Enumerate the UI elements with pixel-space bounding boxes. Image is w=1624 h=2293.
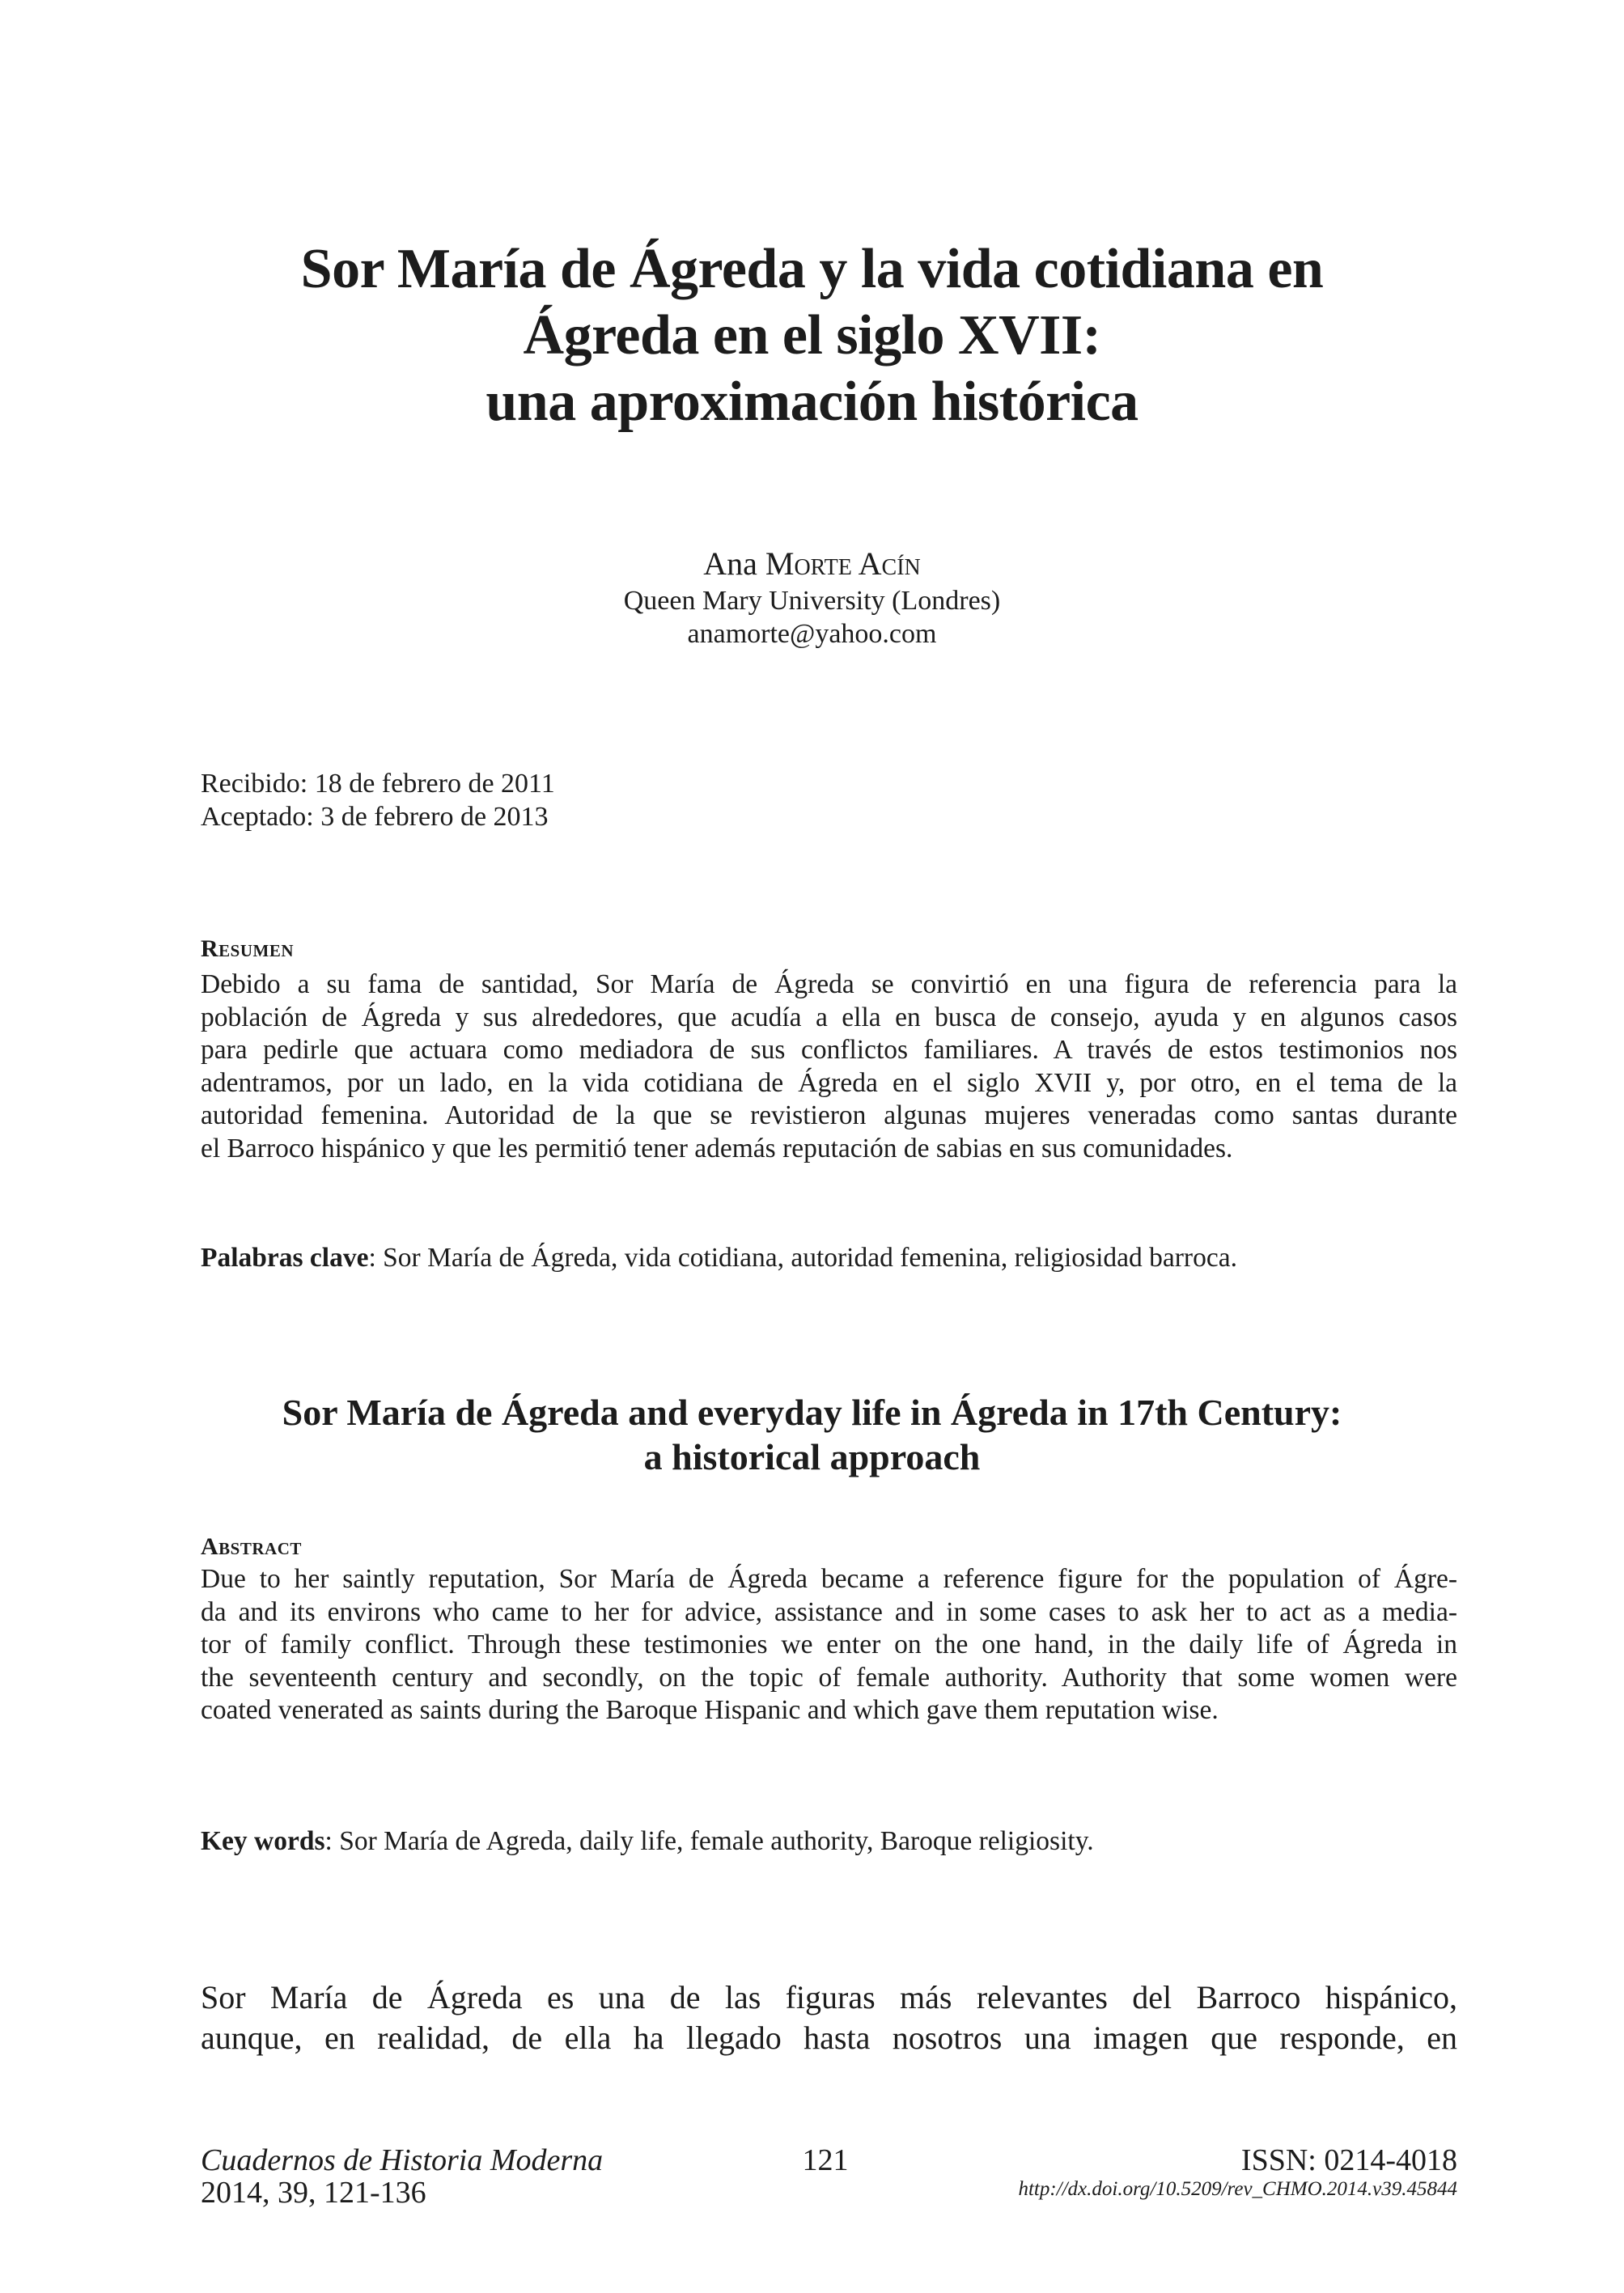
accepted-date: Aceptado: 3 de febrero de 2013: [201, 802, 549, 832]
resumen-heading: Resumen: [201, 935, 295, 962]
key-words-label: Key words: [201, 1826, 325, 1856]
author-surname: Morte Acín: [765, 545, 921, 582]
resumen-line: para pedirle que actuara como mediadora de sus conflictos familiares. A través de estos testimonios nos: [201, 1035, 1457, 1065]
submission-dates: [201, 767, 555, 833]
english-title-line: Sor María de Ágreda and everyday life in Ágreda in 17th Century:: [282, 1392, 1342, 1433]
english-title-line: a historical approach: [643, 1436, 981, 1477]
abstract-line: coated venerated as saints during the Baroque Hispanic and which gave them reputation wise.: [201, 1695, 1219, 1725]
volume-info: 2014, 39, 121-136: [201, 2176, 426, 2210]
palabras-clave-label: Palabras clave: [201, 1243, 369, 1273]
journal-name: Cuadernos de Historia Moderna: [201, 2143, 604, 2177]
abstract-line: tor of family conflict. Through these testimonies we enter on the one hand, in the daily life of Ágreda in: [201, 1630, 1457, 1659]
author-block: [202, 544, 1422, 651]
author-first-name: Ana: [703, 545, 757, 582]
body-line: Sor María de Ágreda es una de las figuras más relevantes del Barroco hispánico,: [201, 1979, 1457, 2015]
abstract-heading: Abstract: [201, 1533, 302, 1560]
abstract-line: da and its environs who came to her for advice, assistance and in some cases to ask her to act as a media-: [201, 1596, 1457, 1627]
resumen-line: el Barroco hispánico y que les permitió tener además reputación de sabias en sus comunidades.: [201, 1133, 1233, 1163]
body-paragraph: [201, 1977, 1457, 2058]
resumen-line: Debido a su fama de santidad, Sor María de Ágreda se convirtió en una figura de referencia para la: [201, 969, 1457, 999]
resumen-line: adentramos, por un lado, en la vida cotidiana de Ágreda en el siglo XVII y, por otro, en el tema de la: [201, 1067, 1457, 1098]
title-line: Sor María de Ágreda y la vida cotidiana en: [300, 238, 1324, 300]
author-email: anamorte@yahoo.com: [687, 619, 937, 649]
abstract-line: the seventeenth century and secondly, on the topic of female authority. Authority that some women were: [201, 1662, 1457, 1693]
key-words-value: : Sor María de Agreda, daily life, female authority, Baroque religiosity.: [324, 1826, 1094, 1856]
abstract-line: Due to her saintly reputation, Sor María de Ágreda became a reference figure for the population of Ágre-: [201, 1564, 1457, 1594]
title-line: una aproximación histórica: [486, 371, 1138, 433]
footer-citation: [201, 2144, 603, 2209]
body-line: aunque, en realidad, de ella ha llegado hasta nosotros una imagen que responde, en: [201, 2020, 1457, 2056]
issn: ISSN: 0214-4018: [1240, 2143, 1457, 2177]
palabras-clave: [201, 1242, 1237, 1274]
author-name: [202, 544, 1422, 584]
resumen-line: población de Ágreda y sus alrededores, que acudía a ella en busca de consejo, ayuda y en algunos casos: [201, 1002, 1457, 1032]
palabras-clave-value: : Sor María de Ágreda, vida cotidiana, autoridad femenina, religiosidad barroca.: [368, 1243, 1237, 1273]
key-words: [201, 1825, 1094, 1858]
page-number: 121: [802, 2143, 849, 2177]
footer-identifiers: [1018, 2144, 1457, 2202]
abstract-text: [201, 1563, 1457, 1727]
title-line: Ágreda en el siglo XVII:: [523, 304, 1101, 367]
resumen-line: autoridad femenina. Autoridad de la que se revistieron algunas mujeres veneradas como santas durante: [201, 1100, 1457, 1130]
author-affiliation: Queen Mary University (Londres): [623, 586, 1001, 616]
article-title: [202, 236, 1422, 435]
doi-link[interactable]: http://dx.doi.org/10.5209/rev_CHMO.2014.v39.45844: [1018, 2178, 1457, 2200]
resumen-text: [201, 968, 1457, 1165]
received-date: Recibido: 18 de febrero de 2011: [201, 769, 555, 799]
english-title: [202, 1390, 1422, 1479]
